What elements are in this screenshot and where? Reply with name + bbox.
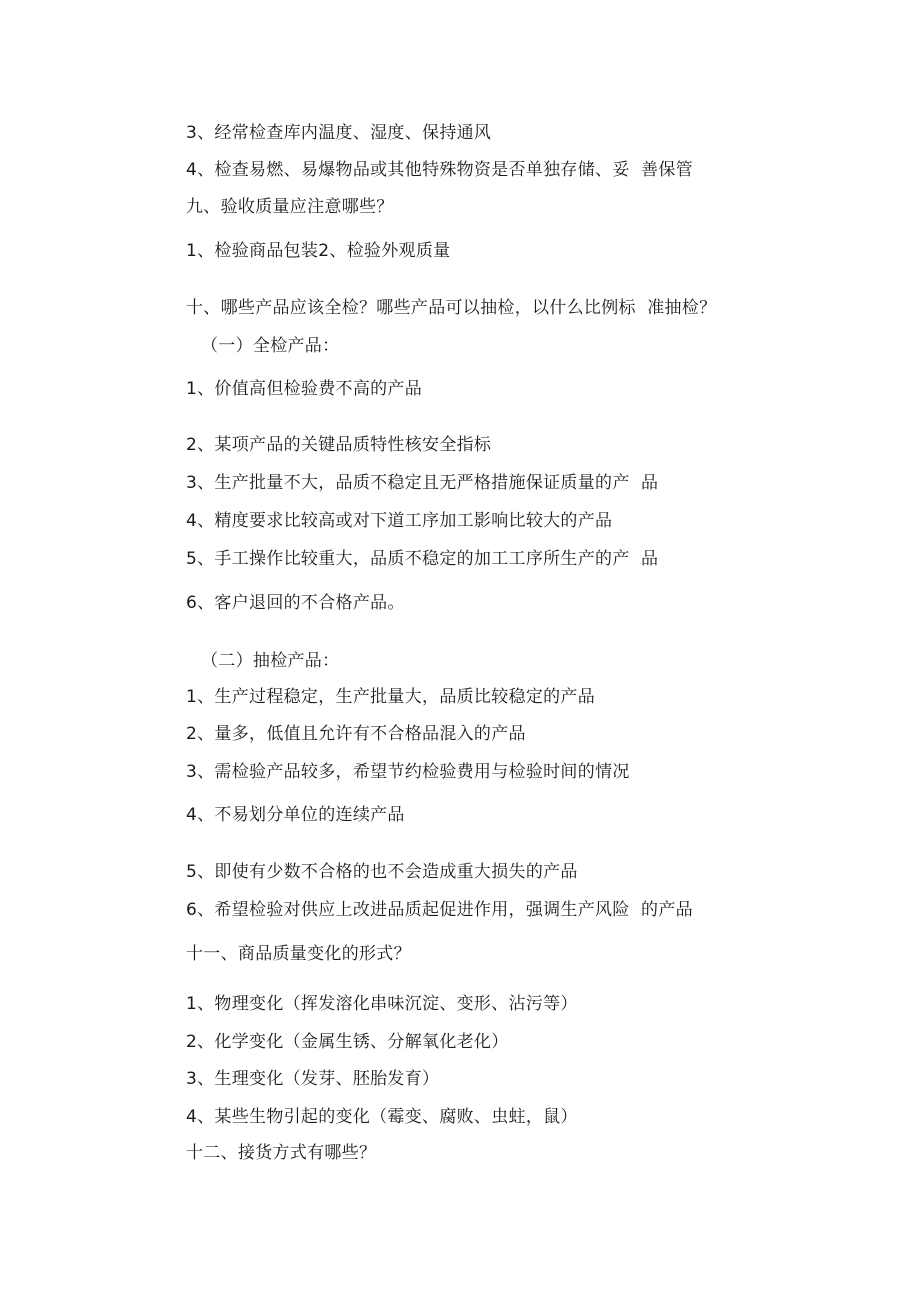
section-heading: 十二、接货方式有哪些？	[186, 1143, 377, 1163]
text-line: 5、即使有少数不合格的也不会造成重大损失的产品	[186, 862, 578, 882]
text-line: 2、某项产品的关键品质特性核安全指标	[186, 435, 492, 455]
text-line: 3、需检验产品较多，希望节约检验费用与检验时间的情况	[186, 762, 630, 782]
text-line: 2、化学变化（金属生锈、分解氧化老化）	[186, 1032, 509, 1052]
text-line: 1、价值高但检验费不高的产品	[186, 379, 423, 399]
text-line: 4、某些生物引起的变化（霉变、腐败、虫蛀，鼠）	[186, 1107, 578, 1127]
text-line: 4、精度要求比较高或对下道工序加工影响比较大的产品	[186, 511, 613, 531]
section-heading: 九、验收质量应注意哪些？	[186, 197, 394, 217]
text-line: 5、手工操作比较重大，品质不稳定的加工工序所生产的产 品	[186, 549, 659, 569]
text-line: 3、生产批量不大，品质不稳定且无严格措施保证质量的产 品	[186, 473, 659, 493]
text-line: 3、经常检查库内温度、湿度、保持通风	[186, 123, 492, 143]
section-heading: 十、哪些产品应该全检？哪些产品可以抽检，以什么比例标 准抽检？	[186, 298, 717, 318]
subsection-heading: （二）抽检产品：	[201, 651, 340, 671]
text-line: 1、生产过程稳定，生产批量大，品质比较稳定的产品	[186, 687, 596, 707]
text-line: 6、希望检验对供应上改进品质起促进作用，强调生产风险 的产品	[186, 900, 693, 920]
text-line: 3、生理变化（发芽、胚胎发育）	[186, 1069, 440, 1089]
text-line: 2、量多，低值且允许有不合格品混入的产品	[186, 724, 526, 744]
text-line: 1、物理变化（挥发溶化串味沉淀、变形、沾污等）	[186, 994, 578, 1014]
section-heading: 十一、商品质量变化的形式？	[186, 944, 411, 964]
text-line: 6、客户退回的不合格产品。	[186, 593, 405, 613]
text-line: 4、检查易燃、易爆物品或其他特殊物资是否单独存储、妥 善保管	[186, 160, 693, 180]
text-line: 1、检验商品包装2、检验外观质量	[186, 241, 451, 261]
text-line: 4、不易划分单位的连续产品	[186, 805, 405, 825]
subsection-heading: （一）全检产品：	[201, 336, 340, 356]
